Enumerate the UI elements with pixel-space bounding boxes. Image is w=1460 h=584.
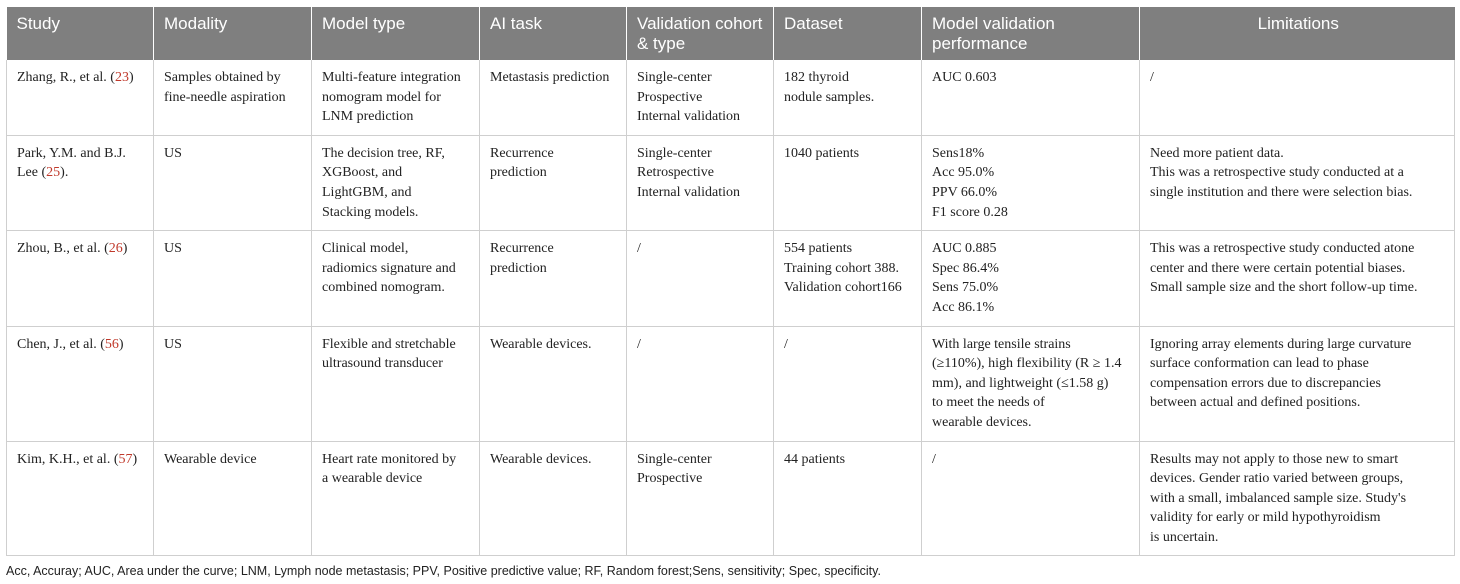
cell-study: Kim, K.H., et al. (57) xyxy=(7,441,154,556)
header-row xyxy=(7,7,1455,60)
header-limitations: Limitations xyxy=(1140,7,1455,60)
cell-validation: / xyxy=(627,326,774,441)
table-row xyxy=(7,441,1455,556)
cell-modality: US xyxy=(154,326,312,441)
cell-limitations: Results may not apply to those new to smart devices. Gender ratio varied between groups, with a small, imbalanced sample size. Study's validity for early or mild hypothyroidism is uncertain. xyxy=(1140,441,1455,556)
reference-link[interactable]: 57 xyxy=(118,451,133,467)
cell-ai-task: Recurrence prediction xyxy=(480,135,627,230)
header-performance: Model validation performance xyxy=(922,7,1140,60)
cell-dataset: 182 thyroid nodule samples. xyxy=(774,60,922,135)
table-row xyxy=(7,326,1455,441)
cell-validation: Single-center Prospective xyxy=(627,441,774,556)
cell-ai-task: Metastasis prediction xyxy=(480,60,627,135)
cell-performance: / xyxy=(922,441,1140,556)
cell-performance: AUC 0.885 Spec 86.4% Sens 75.0% Acc 86.1% xyxy=(922,231,1140,326)
table-row xyxy=(7,135,1455,230)
header-validation: Validation cohort & type xyxy=(627,7,774,60)
table-row xyxy=(7,60,1455,135)
table-row xyxy=(7,231,1455,326)
cell-modality: US xyxy=(154,135,312,230)
cell-study: Park, Y.M. and B.J. Lee (25). xyxy=(7,135,154,230)
cell-model-type: Heart rate monitored by a wearable device xyxy=(312,441,480,556)
reference-link[interactable]: 26 xyxy=(108,241,123,257)
cell-dataset: 44 patients xyxy=(774,441,922,556)
cell-performance: Sens18% Acc 95.0% PPV 66.0% F1 score 0.28 xyxy=(922,135,1140,230)
cell-validation: / xyxy=(627,231,774,326)
reference-link[interactable]: 23 xyxy=(114,70,129,85)
cell-limitations: / xyxy=(1140,60,1455,135)
cell-limitations: Ignoring array elements during large curvature surface conformation can lead to phase compensation errors due to discrepancies between actual and defined positions. xyxy=(1140,326,1455,441)
cell-model-type: Flexible and stretchable ultrasound transducer xyxy=(312,326,480,441)
cell-limitations: Need more patient data. This was a retrospective study conducted at a single institution and there were selection bias. xyxy=(1140,135,1455,230)
header-study: Study xyxy=(7,7,154,60)
cell-dataset: 554 patients Training cohort 388. Validation cohort166 xyxy=(774,231,922,326)
cell-model-type: Clinical model, radiomics signature and combined nomogram. xyxy=(312,231,480,326)
cell-performance: AUC 0.603 xyxy=(922,60,1140,135)
table-footnote: Acc, Accuray; AUC, Area under the curve; LNM, Lymph node metastasis; PPV, Positive predictive value; RF, Random forest;Sens, sensitivity; Spec, specificity. xyxy=(6,564,881,578)
cell-dataset: 1040 patients xyxy=(774,135,922,230)
cell-modality: Samples obtained by fine-needle aspiration xyxy=(154,60,312,135)
reference-link[interactable]: 25 xyxy=(46,165,61,181)
cell-validation: Single-center Retrospective Internal validation xyxy=(627,135,774,230)
cell-study: Chen, J., et al. (56) xyxy=(7,326,154,441)
cell-model-type: Multi-feature integration nomogram model for LNM prediction xyxy=(312,60,480,135)
header-ai-task: AI task xyxy=(480,7,627,60)
cell-ai-task: Wearable devices. xyxy=(480,441,627,556)
reference-link[interactable]: 56 xyxy=(104,336,119,352)
studies-table xyxy=(6,7,1455,556)
cell-study: Zhou, B., et al. (26) xyxy=(7,231,154,326)
cell-model-type: The decision tree, RF, XGBoost, and LightGBM, and Stacking models. xyxy=(312,135,480,230)
cell-limitations: This was a retrospective study conducted atone center and there were certain potential biases. Small sample size and the short follow-up time. xyxy=(1140,231,1455,326)
table-container xyxy=(6,7,1454,556)
cell-performance: With large tensile strains (≥110%), high flexibility (R ≥ 1.4 mm), and lightweight (≤1.58 g) to meet the needs of wearable devices. xyxy=(922,326,1140,441)
header-modality: Modality xyxy=(154,7,312,60)
cell-validation: Single-center Prospective Internal validation xyxy=(627,60,774,135)
cell-ai-task: Wearable devices. xyxy=(480,326,627,441)
header-dataset: Dataset xyxy=(774,7,922,60)
header-model-type: Model type xyxy=(312,7,480,60)
cell-modality: Wearable device xyxy=(154,441,312,556)
cell-study: Zhang, R., et al. (23) xyxy=(7,60,154,135)
cell-dataset: / xyxy=(774,326,922,441)
cell-modality: US xyxy=(154,231,312,326)
cell-ai-task: Recurrence prediction xyxy=(480,231,627,326)
